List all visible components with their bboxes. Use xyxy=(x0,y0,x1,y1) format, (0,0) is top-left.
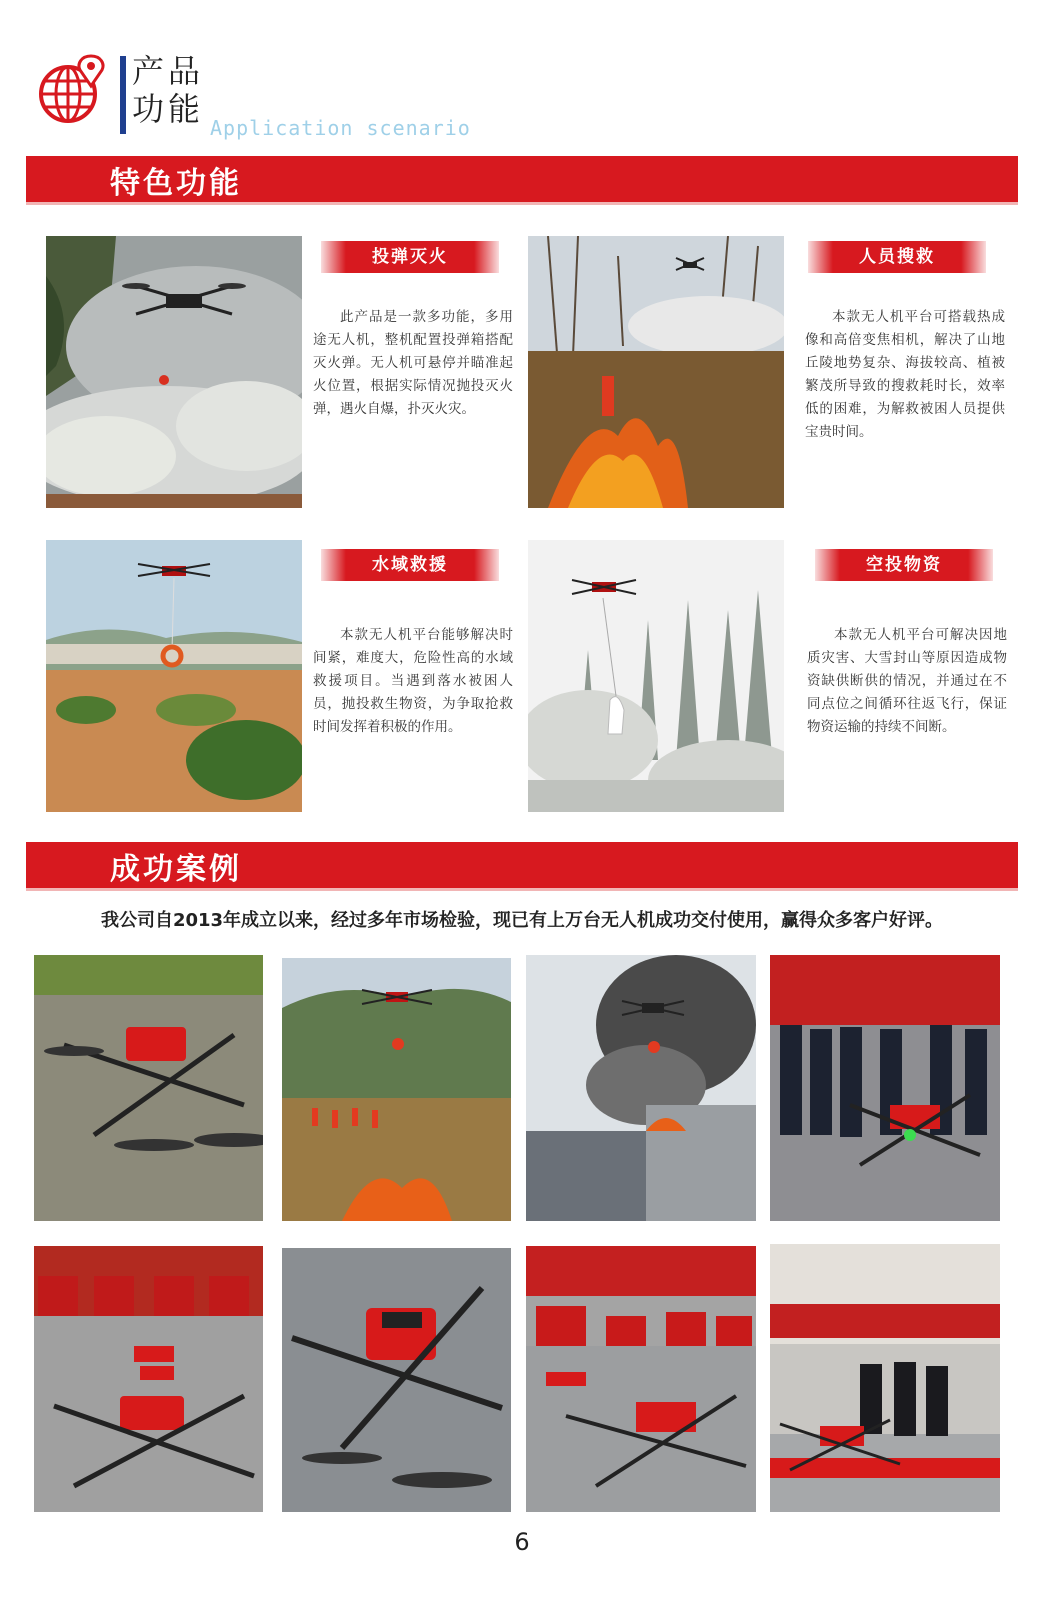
case-photo-8 xyxy=(770,1244,1000,1512)
feature-photo-water-rescue xyxy=(46,540,302,812)
feature-desc-fire-drop: 此产品是一款多功能，多用途无人机，整机配置投弹箱搭配灭火弹。无人机可悬停并瞄准起火位置，根据实际情况抛投灭火弹，遇火自爆，扑灭火灾。 xyxy=(313,309,513,417)
case-photo-7 xyxy=(526,1246,756,1512)
header-accent-bar xyxy=(120,56,126,134)
feature-photo-airdrop xyxy=(528,540,784,812)
feature-tag-airdrop: 空投物资 xyxy=(815,549,993,581)
cases-banner xyxy=(26,842,1018,891)
page-subtitle: Application scenario xyxy=(210,116,471,140)
case-photo-5 xyxy=(34,1246,263,1512)
feature-desc-search-rescue: 本款无人机平台可搭载热成像和高倍变焦相机，解决了山地丘陵地势复杂、海拔较高、植被繁茂所导致的搜救耗时长，效率低的困难，为解救被困人员提供宝贵时间。 xyxy=(805,309,1005,440)
feature-photo-search-rescue xyxy=(528,236,784,508)
case-photo-6 xyxy=(282,1248,511,1512)
features-title: 特色功能 xyxy=(110,166,242,201)
feature-photo-fire-drop xyxy=(46,236,302,508)
feature-desc-water-rescue: 本款无人机平台能够解决时间紧，难度大，危险性高的水域救援项目。当遇到落水被困人员，抛投救生物资，为争取抢救时间发挥着积极的作用。 xyxy=(313,627,513,735)
feature-desc-airdrop: 本款无人机平台可解决因地质灾害、大雪封山等原因造成物资缺供断供的情况，并通过在不同点位之间循环往返飞行，保证物资运输的持续不间断。 xyxy=(807,627,1007,735)
features-banner xyxy=(26,156,1018,205)
case-photo-3 xyxy=(526,955,756,1221)
case-photo-4 xyxy=(770,955,1000,1221)
page-title-line1: 产品 xyxy=(132,52,205,90)
case-photo-2 xyxy=(282,958,511,1221)
page-title-line2: 功能 xyxy=(132,90,205,128)
cases-intro: 我公司自2013年成立以来，经过多年市场检验，现已有上万台无人机成功交付使用，赢得众多客户好评。 xyxy=(100,910,944,931)
globe-location-logo-icon xyxy=(36,54,106,124)
feature-tag-fire-drop: 投弹灭火 xyxy=(321,241,499,273)
feature-tag-water-rescue: 水域救援 xyxy=(321,549,499,581)
cases-title: 成功案例 xyxy=(110,852,242,887)
feature-tag-search-rescue: 人员搜救 xyxy=(808,241,986,273)
page-number: 6 xyxy=(514,1528,530,1556)
page-title xyxy=(132,52,204,128)
case-photo-1 xyxy=(34,955,263,1221)
